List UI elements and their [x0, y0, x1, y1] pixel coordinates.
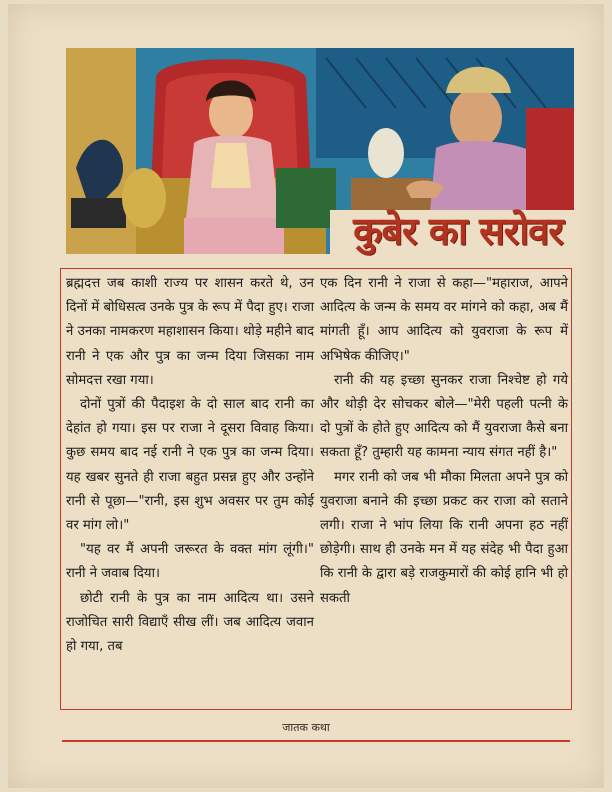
footer-label: जातक कथा — [282, 721, 330, 734]
right-column — [320, 272, 568, 611]
paragraph: रानी की यह इच्छा सुनकर राजा निश्चेष्ट हो गये और थोड़ी देर सोचकर बोले—"मेरी पहली पत्नी के दो पुत्रों के होते हुए आदित्य को मैं युवराजा कैसे बना सकता हूँ? तुम्हारी यह कामना न्याय संगत नहीं है।" — [320, 372, 568, 461]
footer-rule — [62, 740, 570, 742]
paragraph: दोनों पुत्रों की पैदाइश के दो साल बाद रानी का देहांत हो गया। इस पर राजा ने दूसरा विवाह किया। कुछ समय बाद नई रानी ने एक पुत्र का जन्म दिया। यह खबर सुनते ही राजा बहुत प्रसन्न हुए और उन्होंने रानी से पूछा—"रानी, इस शुभ अवसर पर तुम कोई वर मांग लो।" — [66, 397, 314, 534]
paragraph: एक दिन रानी ने राजा से कहा—"महाराज, आपने आदित्य के जन्म के समय वर मांगने को कहा, अब मैं मांगती हूँ। आप आदित्य को युवराजा के रूप में अभिषेक कीजिए।" — [320, 276, 568, 364]
story-title: कुबेर का सरोवर — [353, 208, 563, 253]
left-column — [66, 272, 314, 659]
paragraph: ब्रह्मदत्त जब काशी राज्य पर शासन करते थे, उन दिनों में बोधिसत्व उनके पुत्र के रूप में पैदा हुए। राजा ने उनका नामकरण महाशासन किया। थोड़े महीने बाद रानी ने एक और पुत्र का जन्म दिया जिसका नाम सोमदत्त रखा गया। — [66, 276, 314, 388]
paragraph: "यह वर मैं अपनी जरूरत के वक्त मांग लूंगी।" रानी ने जवाब दिया। — [66, 542, 314, 582]
paragraph: छोटी रानी के पुत्र का नाम आदित्य था। उसने राजोचित सारी विद्याएँ सीख लीं। जब आदित्य जवान हो गया, तब — [66, 590, 314, 655]
paragraph: मगर रानी को जब भी मौका मिलता अपने पुत्र को युवराजा बनाने की इच्छा प्रकट कर राजा को सताने लगी। राजा ने भांप लिया कि रानी अपना हठ नहीं छोड़ेगी। साथ ही उनके मन में यह संदेह भी पैदा हुआ कि रानी के द्वारा बड़े राजकुमारों की कोई हानि भी हो सकती — [320, 469, 568, 606]
